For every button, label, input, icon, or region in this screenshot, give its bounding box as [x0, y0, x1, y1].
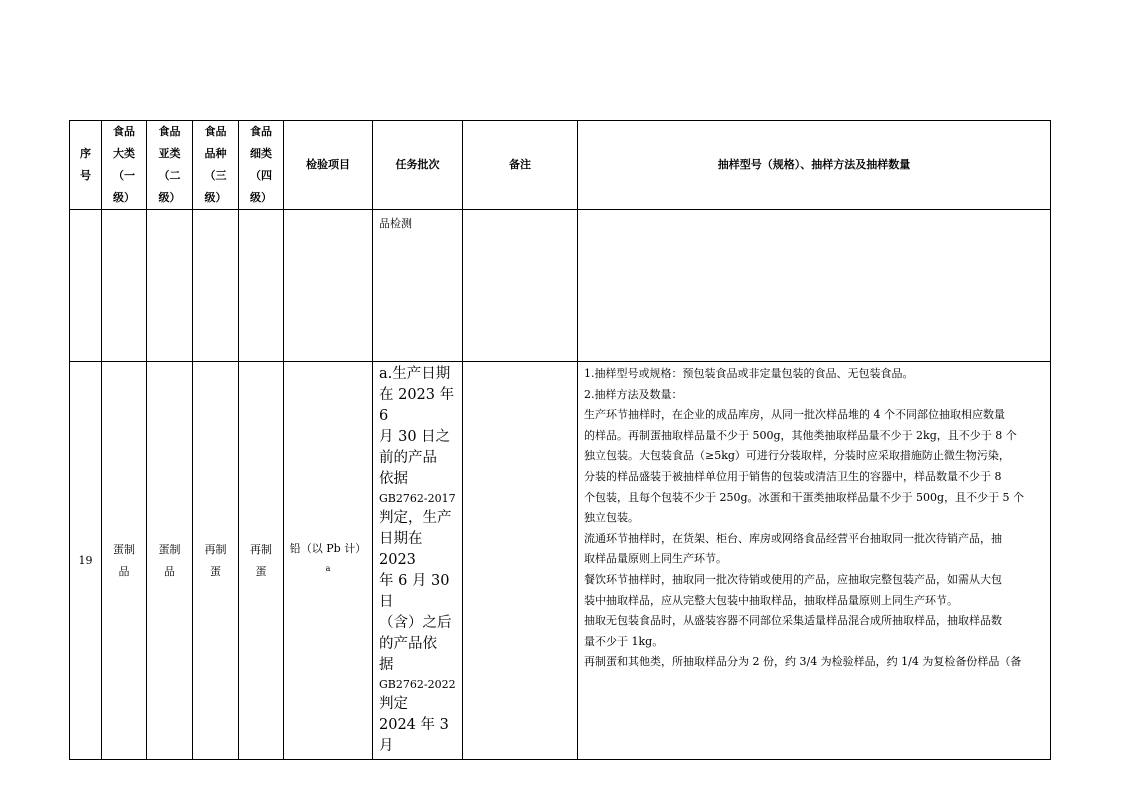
header-category-3: 食品 品种 （三 级） — [193, 121, 239, 210]
cont-item-cell — [284, 210, 373, 362]
task-batch-line: 据 — [379, 657, 394, 673]
continuation-row — [70, 210, 1051, 362]
task-batch-line: 的产品依 — [379, 636, 437, 652]
row-category-4: 再制 蛋 — [239, 362, 284, 760]
sampling-method-line: 1.抽样型号或规格：预包装食品或非定量包装的食品、无包装食品。 — [584, 367, 914, 380]
task-batch-line: 年 6 月 30 日 — [379, 573, 450, 610]
sampling-method-line: 独立包装。大包装食品（≥5kg）可进行分装取样，分装时应采取措施防止微生物污染， — [584, 449, 1010, 463]
sampling-method-line: 流通环节抽样时，在货架、柜台、库房或网络食品经营平台抽取同一批次待销产品，抽 — [584, 531, 1002, 545]
sampling-method-line: 装中抽取样品，应从完整大包装中抽取样品，抽取样品量原则上同生产环节。 — [584, 593, 958, 607]
cont-cat1-cell — [102, 210, 147, 362]
row-task-batch — [373, 362, 463, 760]
task-batch-line: 判定，生产 — [379, 510, 452, 526]
sampling-method-line: 餐饮环节抽样时，抽取同一批次待销或使用的产品，应抽取完整包装产品，如需从大包 — [584, 572, 1002, 586]
row-serial: 19 — [70, 362, 102, 760]
task-batch-lines — [379, 364, 456, 757]
cont-cat2-cell — [147, 210, 193, 362]
sampling-method-line: 抽取无包装食品时，从盛装容器不同部位采集适量样品混合成所抽取样品，抽取样品数 — [584, 614, 1002, 628]
task-batch-line: a.生产日期 — [379, 366, 451, 382]
row-category-3: 再制 蛋 — [193, 362, 239, 760]
sampling-method-line: 再制蛋和其他类，所抽取样品分为 2 份，约 3/4 为检验样品，约 1/4 为复检备份样品（备 — [584, 655, 1022, 669]
cont-serial-cell — [70, 210, 102, 362]
row-category-1: 蛋制 品 — [102, 362, 147, 760]
row-remark — [463, 362, 578, 760]
row-sampling-method — [578, 362, 1051, 760]
header-serial: 序 号 — [70, 121, 102, 210]
test-item-text: 铅（以 Pb 计） — [289, 541, 367, 555]
cont-remark-cell — [463, 210, 578, 362]
task-batch-line: 前的产品 — [379, 450, 437, 466]
cont-method-cell — [578, 210, 1051, 362]
sampling-table — [69, 120, 1051, 760]
header-test-item: 检验项目 — [284, 121, 373, 210]
sampling-method-line: 量不少于 1kg。 — [584, 634, 664, 648]
task-batch-line: 2024 年 3 月 — [379, 717, 449, 754]
sampling-method-line: 生产环节抽样时，在企业的成品库房，从同一批次样品堆的 4 个不同部位抽取相应数量 — [584, 408, 1005, 422]
cont-batch-cell: 品检测 — [373, 210, 463, 362]
sampling-method-line: 2.抽样方法及数量： — [584, 387, 683, 401]
task-batch-line: 在 2023 年 6 — [379, 387, 455, 424]
row-test-item — [284, 362, 373, 760]
task-batch-line: 日期在 2023 — [379, 531, 423, 568]
header-task-batch: 任务批次 — [373, 121, 463, 210]
header-row — [70, 121, 1051, 210]
task-batch-line: （含）之后 — [379, 615, 452, 631]
table-row — [70, 362, 1051, 760]
task-batch-line: GB2762-2022 — [379, 678, 456, 691]
cont-cat4-cell — [239, 210, 284, 362]
row-category-2: 蛋制 品 — [147, 362, 193, 760]
test-item-note: a — [325, 563, 331, 573]
sampling-method-line: 的样品。再制蛋抽取样品量不少于 500g，其他类抽取样品量不少于 2kg，且不少于 8 个 — [584, 428, 1017, 442]
sampling-method-line: 取样品量原则上同生产环节。 — [584, 552, 727, 566]
sampling-method-line: 独立包装。 — [584, 511, 639, 525]
sampling-method-lines — [584, 364, 1044, 673]
task-batch-line: 月 30 日之 — [379, 429, 451, 445]
header-category-2: 食品 亚类 （二 级） — [147, 121, 193, 210]
cont-cat3-cell — [193, 210, 239, 362]
header-category-1: 食品 大类 （一 级） — [102, 121, 147, 210]
sampling-method-line: 分装的样品盛装于被抽样单位用于销售的包装或清洁卫生的容器中，样品数量不少于 8 — [584, 469, 1002, 483]
task-batch-line: 判定 — [379, 696, 408, 712]
sampling-method-line: 个包装，且每个包装不少于 250g。冰蛋和干蛋类抽取样品量不少于 500g，且不少于 5 个 — [584, 490, 1025, 504]
task-batch-line: 依据 — [379, 471, 408, 487]
header-category-4: 食品 细类 （四 级） — [239, 121, 284, 210]
task-batch-line: GB2762-2017 — [379, 492, 456, 505]
header-remark: 备注 — [463, 121, 578, 210]
header-sampling-method: 抽样型号（规格）、抽样方法及抽样数量 — [578, 121, 1051, 210]
